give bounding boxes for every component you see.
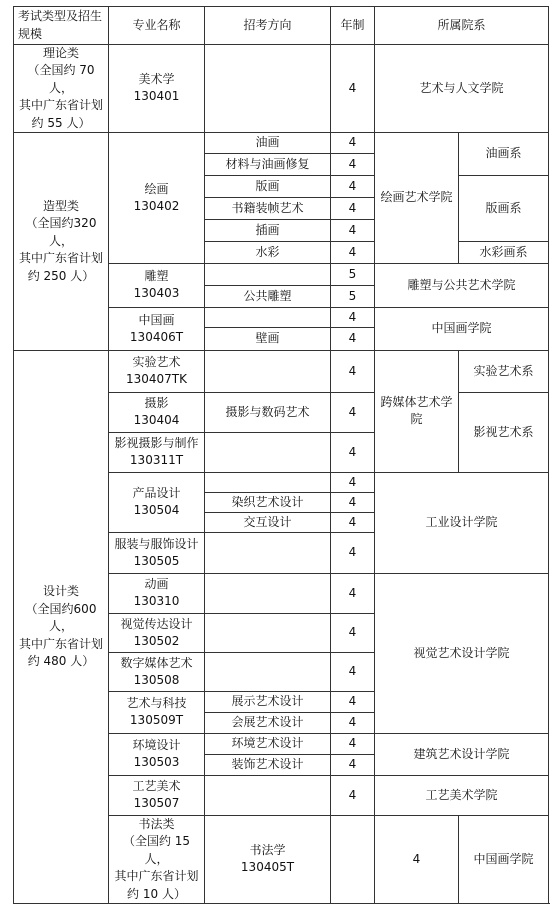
direction-materials-oil: 材料与油画修复 bbox=[205, 153, 331, 175]
major-code: 130504 bbox=[133, 503, 180, 518]
school-sculpture: 雕塑与公共艺术学院 bbox=[375, 263, 549, 307]
dept-film: 影视艺术系 bbox=[459, 392, 549, 472]
direction-exhibition: 展示艺术设计 bbox=[205, 691, 331, 712]
direction-cell-empty bbox=[205, 532, 331, 573]
years-cell: 4 bbox=[331, 691, 375, 712]
major-code: 130311T bbox=[129, 453, 184, 468]
major-name: 绘画 bbox=[144, 181, 169, 196]
major-name: 工艺美术 bbox=[132, 779, 181, 794]
category-line: 设计类 bbox=[42, 584, 79, 599]
direction-public-sculpture: 公共雕塑 bbox=[205, 285, 331, 307]
category-line: 理论类 bbox=[42, 46, 79, 60]
direction-exhibition-event: 会展艺术设计 bbox=[205, 712, 331, 733]
major-code: 130403 bbox=[133, 286, 180, 301]
header-direction: 招考方向 bbox=[205, 7, 331, 45]
direction-book-frame: 书籍装帧艺术 bbox=[205, 197, 331, 219]
category-line: 书法类 bbox=[138, 816, 175, 831]
major-digital-media bbox=[109, 652, 205, 691]
dept-oil: 油画系 bbox=[459, 132, 549, 175]
direction-oil-painting: 油画 bbox=[205, 132, 331, 153]
major-name: 中国画 bbox=[138, 312, 175, 327]
years-cell: 4 bbox=[331, 307, 375, 327]
category-line: 约 250 人） bbox=[27, 268, 95, 283]
category-line: 约 480 人） bbox=[27, 654, 95, 669]
school-industrial: 工业设计学院 bbox=[375, 472, 549, 573]
major-code: 130404 bbox=[133, 413, 180, 428]
direction-cell-empty bbox=[205, 263, 331, 285]
major-animation bbox=[109, 573, 205, 613]
direction-cell-empty bbox=[205, 652, 331, 691]
major-code: 130505 bbox=[133, 553, 180, 568]
years-cell: 4 bbox=[331, 241, 375, 263]
category-line: （全国约 70 人， bbox=[27, 63, 95, 95]
years-cell: 4 bbox=[331, 132, 375, 153]
major-code: 130507 bbox=[133, 796, 180, 811]
major-name: 美术学 bbox=[138, 72, 175, 87]
table-row bbox=[14, 45, 549, 133]
major-product-design bbox=[109, 472, 205, 532]
school-chinese-painting-calligraphy: 中国画学院 bbox=[459, 815, 549, 903]
dept-watercolor: 水彩画系 bbox=[459, 241, 549, 263]
school-architecture: 建筑艺术设计学院 bbox=[375, 733, 549, 775]
major-code: 130401 bbox=[133, 89, 180, 104]
major-name: 摄影 bbox=[144, 396, 169, 411]
years-cell: 4 bbox=[331, 45, 375, 133]
years-cell: 5 bbox=[331, 285, 375, 307]
header-category: 考试类型及招生规模 bbox=[14, 7, 109, 45]
direction-decoration: 装饰艺术设计 bbox=[205, 754, 331, 775]
direction-illustration: 插画 bbox=[205, 219, 331, 241]
years-cell: 4 bbox=[331, 432, 375, 472]
category-line: 其中广东省计划 bbox=[18, 98, 103, 113]
school-humanities: 艺术与人文学院 bbox=[375, 45, 549, 133]
header-school: 所属院系 bbox=[375, 7, 549, 45]
category-line: （全国约 15 人， bbox=[122, 834, 191, 866]
major-name: 影视摄影与制作 bbox=[114, 436, 199, 451]
header-row bbox=[14, 7, 549, 45]
major-painting bbox=[109, 132, 205, 263]
major-name: 动画 bbox=[144, 577, 169, 592]
major-photography bbox=[109, 392, 205, 432]
years-cell: 4 bbox=[331, 472, 375, 492]
years-cell: 5 bbox=[331, 263, 375, 285]
major-name: 数字媒体艺术 bbox=[120, 655, 193, 670]
direction-cell-empty bbox=[205, 432, 331, 472]
years-cell: 4 bbox=[331, 754, 375, 775]
dept-experimental: 实验艺术系 bbox=[459, 350, 549, 392]
school-visual-arts: 视觉艺术设计学院 bbox=[375, 573, 549, 733]
years-cell: 4 bbox=[331, 532, 375, 573]
years-cell: 4 bbox=[331, 327, 375, 350]
major-chinese-painting bbox=[109, 307, 205, 350]
direction-cell-empty bbox=[205, 573, 331, 613]
major-code: 130502 bbox=[133, 633, 180, 648]
major-code: 130407TK bbox=[125, 372, 187, 387]
major-code: 130402 bbox=[133, 198, 180, 213]
major-name: 实验艺术 bbox=[132, 355, 181, 370]
table-row bbox=[14, 132, 549, 153]
years-cell: 4 bbox=[331, 392, 375, 432]
major-film-photography bbox=[109, 432, 205, 472]
years-cell: 4 bbox=[331, 512, 375, 532]
years-cell: 4 bbox=[331, 153, 375, 175]
header-years: 年制 bbox=[331, 7, 375, 45]
major-sculpture bbox=[109, 263, 205, 307]
major-code: 130503 bbox=[133, 755, 180, 770]
school-cross-media: 跨媒体艺术学院 bbox=[375, 350, 459, 472]
years-cell: 4 bbox=[331, 219, 375, 241]
major-code: 130406T bbox=[129, 329, 184, 344]
direction-cell-empty bbox=[205, 472, 331, 492]
major-experimental-art bbox=[109, 350, 205, 392]
school-painting: 绘画艺术学院 bbox=[375, 132, 459, 263]
header-major: 专业名称 bbox=[109, 7, 205, 45]
category-line: 其中广东省计划 bbox=[114, 869, 199, 884]
direction-cell-empty bbox=[205, 307, 331, 327]
major-fashion-design bbox=[109, 532, 205, 573]
category-line: 其中广东省计划 bbox=[18, 251, 103, 266]
direction-cell-empty bbox=[205, 613, 331, 652]
major-name: 雕塑 bbox=[144, 269, 169, 284]
table-row bbox=[14, 350, 549, 392]
major-name: 艺术与科技 bbox=[126, 696, 187, 711]
major-code: 130508 bbox=[133, 672, 180, 687]
major-environmental-design bbox=[109, 733, 205, 775]
years-cell: 4 bbox=[331, 197, 375, 219]
direction-environment-art: 环境艺术设计 bbox=[205, 733, 331, 754]
direction-photo-digital: 摄影与数码艺术 bbox=[205, 392, 331, 432]
direction-watercolor: 水彩 bbox=[205, 241, 331, 263]
school-chinese-painting: 中国画学院 bbox=[375, 307, 549, 350]
direction-cell-empty bbox=[205, 350, 331, 392]
category-line: 约 55 人） bbox=[31, 115, 91, 130]
major-name: 服装与服饰设计 bbox=[114, 536, 199, 551]
major-name: 产品设计 bbox=[132, 486, 181, 501]
category-line: （全国约320人， bbox=[25, 216, 97, 248]
years-cell: 4 bbox=[331, 775, 375, 815]
major-art-studies bbox=[109, 45, 205, 133]
direction-cell-empty bbox=[331, 815, 375, 903]
years-cell: 4 bbox=[331, 652, 375, 691]
major-calligraphy bbox=[205, 815, 331, 903]
years-cell: 4 bbox=[331, 492, 375, 512]
category-line: （全国约600人， bbox=[25, 601, 97, 634]
category-line: 其中广东省计划 bbox=[18, 636, 103, 651]
major-art-technology bbox=[109, 691, 205, 733]
direction-textile: 染织艺术设计 bbox=[205, 492, 331, 512]
years-cell: 4 bbox=[331, 733, 375, 754]
major-crafts bbox=[109, 775, 205, 815]
category-calligraphy bbox=[109, 815, 205, 903]
major-name: 书法学 bbox=[249, 843, 286, 858]
major-code: 130509T bbox=[129, 713, 184, 728]
category-theory bbox=[14, 45, 109, 133]
direction-printmaking: 版画 bbox=[205, 175, 331, 197]
years-cell: 4 bbox=[331, 712, 375, 733]
direction-cell-empty bbox=[205, 775, 331, 815]
major-name: 环境设计 bbox=[132, 738, 181, 753]
major-visual-communication bbox=[109, 613, 205, 652]
category-modeling bbox=[14, 132, 109, 350]
admissions-table bbox=[13, 6, 549, 904]
major-code: 130310 bbox=[133, 594, 180, 609]
major-code: 130405T bbox=[240, 860, 295, 875]
category-line: 造型类 bbox=[42, 198, 79, 213]
years-cell: 4 bbox=[331, 613, 375, 652]
category-design bbox=[14, 350, 109, 903]
major-name: 视觉传达设计 bbox=[120, 616, 193, 631]
years-cell: 4 bbox=[331, 175, 375, 197]
school-crafts: 工艺美术学院 bbox=[375, 775, 549, 815]
direction-interaction: 交互设计 bbox=[205, 512, 331, 532]
years-cell: 4 bbox=[375, 815, 459, 903]
years-cell: 4 bbox=[331, 350, 375, 392]
category-line: 约 10 人） bbox=[127, 886, 186, 901]
dept-print: 版画系 bbox=[459, 175, 549, 241]
direction-mural: 壁画 bbox=[205, 327, 331, 350]
direction-cell-empty bbox=[205, 45, 331, 133]
years-cell: 4 bbox=[331, 573, 375, 613]
